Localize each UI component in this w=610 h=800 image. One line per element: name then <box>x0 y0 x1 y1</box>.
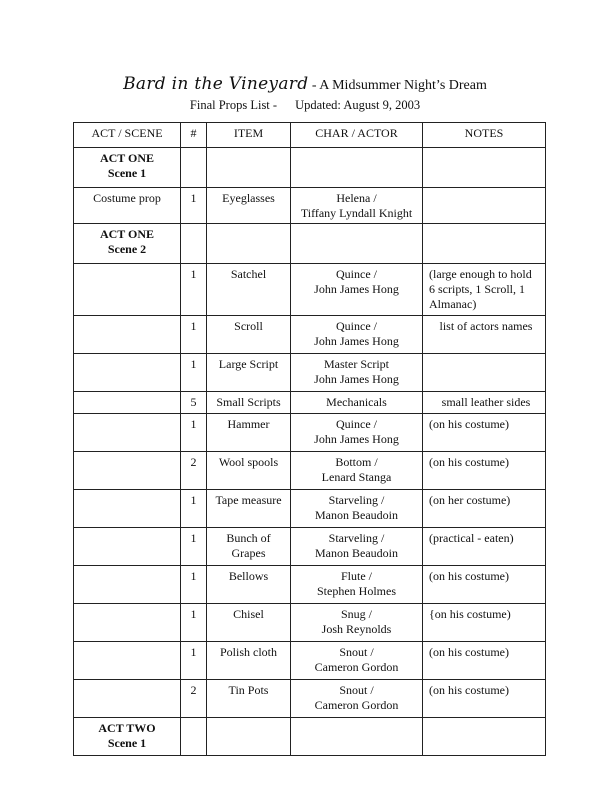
item-cell <box>207 264 291 316</box>
act-scene-cell <box>74 642 181 680</box>
char-actor-line: Starveling / <box>328 493 385 507</box>
notes-line: (on his costume) <box>429 455 509 469</box>
char-actor-cell <box>291 392 423 414</box>
char-actor-line: Lenard Stanga <box>321 470 392 484</box>
notes-cell <box>423 414 546 452</box>
notes-line: (on her costume) <box>429 493 511 507</box>
table-row <box>74 392 546 414</box>
scene-label: Scene 1 <box>107 166 147 180</box>
item-cell <box>207 490 291 528</box>
item-cell <box>207 148 291 188</box>
item-line: Tin Pots <box>228 683 269 697</box>
act-label: ACT ONE <box>99 227 155 241</box>
act-scene-cell <box>74 264 181 316</box>
number-cell <box>181 224 207 264</box>
item-cell <box>207 188 291 224</box>
item-line: Chisel <box>233 607 264 621</box>
notes-line: (on his costume) <box>429 569 509 583</box>
notes-cell <box>423 718 546 756</box>
notes-line: (on his costume) <box>429 683 509 697</box>
notes-cell <box>423 642 546 680</box>
char-actor-cell <box>291 414 423 452</box>
title-rest: - A Midsummer Night’s Dream <box>311 78 487 93</box>
notes-line: list of actors names <box>439 319 533 333</box>
notes-line: {on his costume) <box>429 607 511 621</box>
act-scene-cell <box>74 490 181 528</box>
table-row <box>74 414 546 452</box>
item-cell <box>207 680 291 718</box>
char-actor-line: Helena / <box>336 191 377 205</box>
number-cell: 1 <box>181 188 207 224</box>
act-scene-cell <box>74 566 181 604</box>
notes-line: (practical - eaten) <box>429 531 514 545</box>
item-cell <box>207 224 291 264</box>
char-actor-line: Bottom / <box>335 455 378 469</box>
notes-cell <box>423 680 546 718</box>
number-cell: 5 <box>181 392 207 414</box>
item-cell <box>207 354 291 392</box>
notes-cell <box>423 490 546 528</box>
notes-cell <box>423 264 546 316</box>
char-actor-line: Tiffany Lyndall Knight <box>300 206 413 220</box>
char-actor-line: Manon Beaudoin <box>315 546 398 560</box>
act-label: ACT TWO <box>98 721 156 735</box>
table-row <box>74 528 546 566</box>
col-header-act-scene: ACT / SCENE <box>74 123 181 148</box>
char-actor-line: Flute / <box>340 569 372 583</box>
act-scene-cell: Costume prop <box>74 188 181 224</box>
document-subtitle <box>0 98 610 113</box>
list-name: Final Props List - <box>189 98 278 112</box>
char-actor-line: Cameron Gordon <box>314 660 399 674</box>
table-row <box>74 566 546 604</box>
table-row <box>74 316 546 354</box>
item-line: Hammer <box>227 417 270 431</box>
number-cell: 1 <box>181 528 207 566</box>
char-actor-line: Manon Beaudoin <box>315 508 398 522</box>
char-actor-cell <box>291 642 423 680</box>
item-cell <box>207 566 291 604</box>
notes-cell <box>423 604 546 642</box>
scene-label: Scene 1 <box>107 736 147 750</box>
props-table-body <box>74 148 546 756</box>
item-line: Scroll <box>234 319 263 333</box>
char-actor-line: Stephen Holmes <box>317 584 396 598</box>
table-section-row <box>74 224 546 264</box>
scene-label: Scene 2 <box>107 242 147 256</box>
item-line: Eyeglasses <box>222 191 275 205</box>
table-row <box>74 264 546 316</box>
char-actor-line: John James Hong <box>314 334 399 348</box>
col-header-char-actor: CHAR / ACTOR <box>291 123 423 148</box>
item-cell <box>207 452 291 490</box>
table-row <box>74 604 546 642</box>
item-line: Polish cloth <box>219 645 277 659</box>
char-actor-cell <box>291 148 423 188</box>
item-line: Small Scripts <box>216 395 281 409</box>
number-cell: 1 <box>181 414 207 452</box>
char-actor-cell <box>291 188 423 224</box>
char-actor-line: Quince / <box>336 319 377 333</box>
act-scene-cell <box>74 718 181 756</box>
char-actor-line: Quince / <box>336 417 377 431</box>
notes-line: 6 scripts, 1 Scroll, 1 <box>429 282 525 296</box>
number-cell: 2 <box>181 680 207 718</box>
table-section-row <box>74 718 546 756</box>
notes-line: (large enough to hold <box>429 267 532 281</box>
char-actor-cell <box>291 316 423 354</box>
char-actor-cell <box>291 718 423 756</box>
table-row <box>74 452 546 490</box>
table-row <box>74 490 546 528</box>
char-actor-cell <box>291 354 423 392</box>
notes-cell <box>423 452 546 490</box>
act-scene-cell <box>74 354 181 392</box>
number-cell <box>181 718 207 756</box>
notes-cell <box>423 188 546 224</box>
table-row <box>74 354 546 392</box>
item-line: Satchel <box>230 267 267 281</box>
item-line: Grapes <box>231 546 266 560</box>
char-actor-line: John James Hong <box>314 432 399 446</box>
script-title: Bard in the Vineyard <box>123 74 309 94</box>
col-header-item: ITEM <box>207 123 291 148</box>
char-actor-line: Snout / <box>339 645 374 659</box>
col-header-number: # <box>181 123 207 148</box>
char-actor-cell <box>291 528 423 566</box>
table-row <box>74 680 546 718</box>
item-cell <box>207 642 291 680</box>
char-actor-line: Snug / <box>340 607 372 621</box>
number-cell: 1 <box>181 642 207 680</box>
act-scene-cell <box>74 680 181 718</box>
char-actor-line: Snout / <box>339 683 374 697</box>
act-scene-cell <box>74 224 181 264</box>
col-header-notes: NOTES <box>423 123 546 148</box>
number-cell: 1 <box>181 316 207 354</box>
char-actor-line: Quince / <box>336 267 377 281</box>
char-actor-cell <box>291 264 423 316</box>
updated-date: Updated: August 9, 2003 <box>295 98 421 112</box>
act-scene-cell <box>74 392 181 414</box>
item-cell <box>207 414 291 452</box>
char-actor-cell <box>291 604 423 642</box>
item-cell <box>207 528 291 566</box>
char-actor-line: Starveling / <box>328 531 385 545</box>
act-scene-cell <box>74 148 181 188</box>
item-line: Bunch of <box>226 531 271 545</box>
notes-cell <box>423 392 546 414</box>
item-cell <box>207 316 291 354</box>
item-line: Tape measure <box>215 493 282 507</box>
act-scene-cell <box>74 414 181 452</box>
number-cell: 1 <box>181 604 207 642</box>
item-cell <box>207 604 291 642</box>
notes-line: Almanac) <box>429 297 477 311</box>
char-actor-cell <box>291 566 423 604</box>
item-line: Bellows <box>228 569 269 583</box>
notes-cell <box>423 148 546 188</box>
char-actor-line: John James Hong <box>314 372 399 386</box>
act-scene-cell <box>74 604 181 642</box>
number-cell: 1 <box>181 490 207 528</box>
char-actor-cell <box>291 224 423 264</box>
notes-cell <box>423 316 546 354</box>
props-table <box>73 122 546 756</box>
char-actor-cell <box>291 680 423 718</box>
notes-cell <box>423 528 546 566</box>
number-cell: 1 <box>181 566 207 604</box>
char-actor-cell <box>291 452 423 490</box>
number-cell: 1 <box>181 354 207 392</box>
number-cell: 1 <box>181 264 207 316</box>
act-scene-cell <box>74 452 181 490</box>
table-section-row <box>74 148 546 188</box>
notes-line: small leather sides <box>441 395 531 409</box>
item-cell <box>207 718 291 756</box>
char-actor-line: Mechanicals <box>326 395 387 409</box>
act-scene-cell <box>74 316 181 354</box>
notes-cell <box>423 566 546 604</box>
notes-line: (on his costume) <box>429 417 509 431</box>
table-header-row <box>74 123 546 148</box>
char-actor-line: Master Script <box>324 357 389 371</box>
item-line: Large Script <box>218 357 279 371</box>
char-actor-line: John James Hong <box>314 282 399 296</box>
table-row <box>74 642 546 680</box>
notes-cell <box>423 354 546 392</box>
document-title <box>0 74 610 94</box>
table-row <box>74 188 546 224</box>
notes-cell <box>423 224 546 264</box>
act-label: ACT ONE <box>99 151 155 165</box>
char-actor-cell <box>291 490 423 528</box>
item-cell <box>207 392 291 414</box>
char-actor-line: Cameron Gordon <box>314 698 399 712</box>
act-scene-cell <box>74 528 181 566</box>
number-cell <box>181 148 207 188</box>
number-cell: 2 <box>181 452 207 490</box>
item-line: Wool spools <box>218 455 279 469</box>
notes-line: (on his costume) <box>429 645 509 659</box>
char-actor-line: Josh Reynolds <box>321 622 392 636</box>
